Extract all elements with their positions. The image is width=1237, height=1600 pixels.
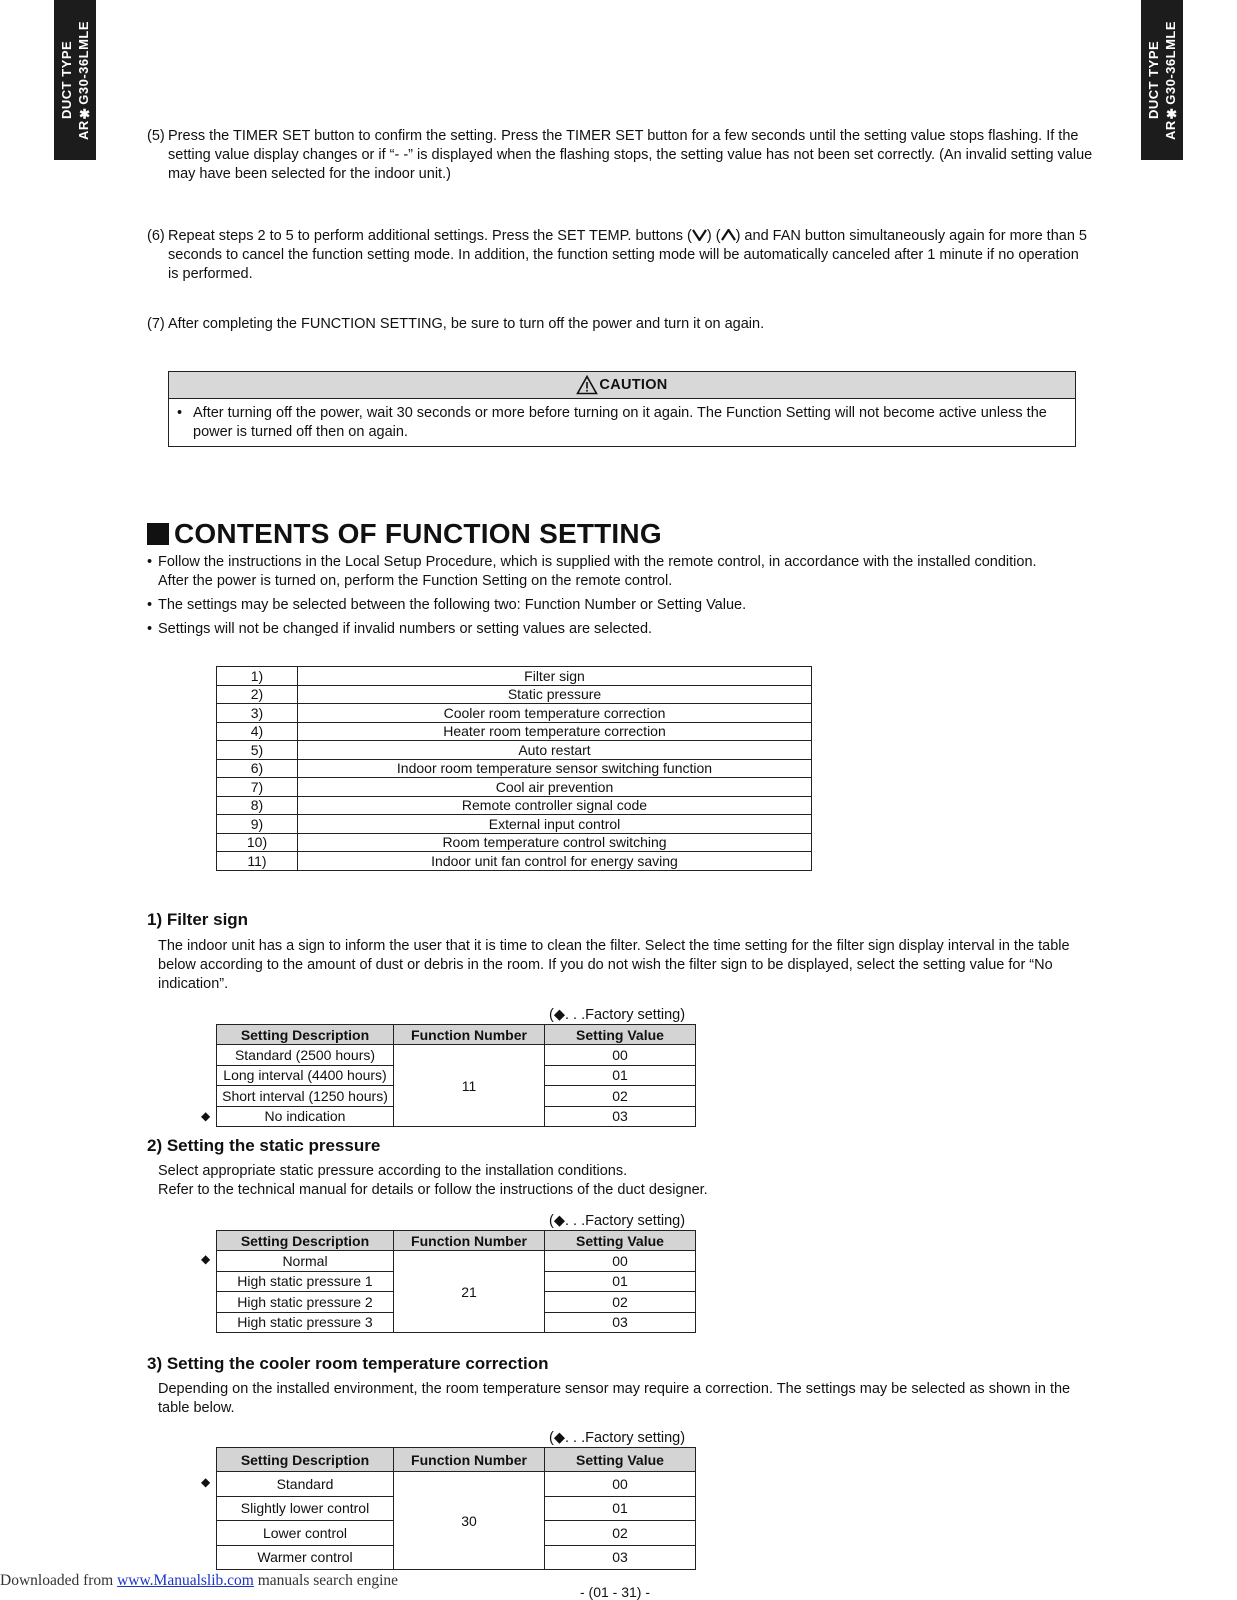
table-row: Short interval (1250 hours) 02 xyxy=(217,1086,696,1107)
static-pressure-table xyxy=(216,1230,696,1333)
table-row: Standard 30 00 xyxy=(217,1472,696,1497)
caution-box xyxy=(168,371,1076,447)
filter-sign-description: The indoor unit has a sign to inform the user that it is time to clean the filter. Select the time setting for the filter sign display interval in the table below according to the amount of dust or debris in the room. If you do not wish the filter sign to be displayed, select the setting value for “No indication”. xyxy=(158,938,1070,992)
download-footer: Downloaded from www.Manualslib.com manuals search engine xyxy=(0,1572,399,1589)
warning-icon xyxy=(576,375,598,395)
step-6 xyxy=(147,227,1093,284)
static-pressure-description: Select appropriate static pressure according to the installation conditions. Refer to the technical manual for details or follow the instructions of the duct designer. xyxy=(158,1163,708,1198)
column-header: Setting Description xyxy=(217,1448,394,1472)
bullet-icon: • xyxy=(147,597,153,613)
step-text: Repeat steps 2 to 5 to perform additional settings. Press the SET TEMP. buttons ( ) ( ) and FAN button simultaneously again for more than 5 seconds to cancel the function setting mode. In addition, the function setting mode will be automatically canceled after 1 minute if no operation is performed. xyxy=(168,228,1087,282)
step-number: (5) xyxy=(147,128,165,144)
step-number: (6) xyxy=(147,228,165,244)
factory-setting-marker: ◆ xyxy=(201,1109,211,1123)
step-number: (7) xyxy=(147,316,165,332)
section-title: CONTENTS OF FUNCTION SETTING xyxy=(147,518,662,550)
factory-setting-note: (◆. . .Factory setting) xyxy=(549,1213,686,1229)
table-header-row xyxy=(217,1448,696,1472)
static-pressure-title: 2) Setting the static pressure xyxy=(147,1136,381,1155)
table-row: High static pressure 2 02 xyxy=(217,1292,696,1313)
table-row: 1) Filter sign xyxy=(217,667,812,686)
table-row: Normal 21 00 xyxy=(217,1251,696,1272)
step-7 xyxy=(147,315,1093,334)
table-row: 9) External input control xyxy=(217,815,812,834)
column-header: Setting Description xyxy=(217,1231,394,1251)
factory-setting-marker: ◆ xyxy=(201,1475,211,1489)
function-number: 30 xyxy=(394,1472,545,1570)
bullet-icon: • xyxy=(177,405,183,421)
table-row: 2) Static pressure xyxy=(217,685,812,704)
bullet-icon: • xyxy=(147,621,153,637)
step-text: After completing the FUNCTION SETTING, be sure to turn off the power and turn it on again. xyxy=(168,316,765,332)
caution-text: After turning off the power, wait 30 seconds or more before turning on it again. The Function Setting will not become active unless the power is turned off then on again. xyxy=(193,405,1047,440)
side-tab-type: DUCT TYPE xyxy=(59,40,74,120)
temp-down-icon xyxy=(692,229,707,241)
table-row: Warmer control 03 xyxy=(217,1545,696,1570)
caution-header xyxy=(169,372,1075,399)
temp-up-icon xyxy=(721,229,736,241)
intro-bullets xyxy=(147,553,1097,644)
table-row: 4) Heater room temperature correction xyxy=(217,722,812,741)
table-row: 11) Indoor unit fan control for energy saving xyxy=(217,852,812,871)
table-row: Long interval (4400 hours) 01 xyxy=(217,1065,696,1086)
side-tab-right xyxy=(1141,0,1183,160)
bullet-item: • Follow the instructions in the Local Setup Procedure, which is supplied with the remote control, in accordance with the installed condition. After the power is turned on, perform the Function Setting on the remote control. xyxy=(147,554,1037,589)
caution-title: CAUTION xyxy=(599,377,668,393)
table-row: No indication 03 xyxy=(217,1106,696,1127)
table-row: Lower control 02 xyxy=(217,1521,696,1546)
column-header: Setting Value xyxy=(545,1025,696,1045)
side-tab-left xyxy=(54,0,96,160)
bullet-item: • The settings may be selected between the following two: Function Number or Setting Value. xyxy=(147,597,747,613)
table-row: 10) Room temperature control switching xyxy=(217,833,812,852)
filter-sign-table xyxy=(216,1024,696,1127)
table-row: High static pressure 1 01 xyxy=(217,1271,696,1292)
side-tab-model: AR✱G30-36LMLE xyxy=(1163,20,1178,140)
table-row: High static pressure 3 03 xyxy=(217,1312,696,1333)
table-row: 3) Cooler room temperature correction xyxy=(217,704,812,723)
table-header-row xyxy=(217,1231,696,1251)
side-tab-model: AR✱G30-36LMLE xyxy=(76,20,91,140)
table-row: Slightly lower control 01 xyxy=(217,1496,696,1521)
manualslib-link[interactable]: www.Manualslib.com xyxy=(117,1572,254,1589)
table-row: Standard (2500 hours) 11 00 xyxy=(217,1045,696,1066)
filter-sign-title: 1) Filter sign xyxy=(147,910,249,929)
function-list-table xyxy=(216,666,812,871)
step-5 xyxy=(147,127,1093,184)
cooler-correction-title: 3) Setting the cooler room temperature correction xyxy=(147,1354,549,1373)
table-row: 6) Indoor room temperature sensor switching function xyxy=(217,759,812,778)
page-number: - (01 - 31) - xyxy=(580,1584,651,1600)
bullet-icon: • xyxy=(147,554,153,570)
factory-setting-note: (◆. . .Factory setting) xyxy=(549,1430,686,1446)
step-text: Press the TIMER SET button to confirm the setting. Press the TIMER SET button for a few seconds until the setting value stops flashing. If the setting value display changes or if “- -” is displayed when the flashing stops, the setting value has not been set correctly. (An invalid setting value may have been selected for the indoor unit.) xyxy=(168,128,1093,182)
table-row: 8) Remote controller signal code xyxy=(217,796,812,815)
column-header: Setting Description xyxy=(217,1025,394,1045)
square-bullet-icon xyxy=(147,523,169,545)
column-header: Setting Value xyxy=(545,1231,696,1251)
function-number: 11 xyxy=(394,1045,545,1127)
cooler-correction-table xyxy=(216,1447,696,1570)
bullet-item: • Settings will not be changed if invalid numbers or setting values are selected. xyxy=(147,621,653,637)
table-row: 7) Cool air prevention xyxy=(217,778,812,797)
column-header: Function Number xyxy=(394,1448,545,1472)
side-tab-type: DUCT TYPE xyxy=(1146,40,1161,120)
caution-body xyxy=(169,399,1075,446)
column-header: Function Number xyxy=(394,1025,545,1045)
column-header: Function Number xyxy=(394,1231,545,1251)
table-header-row xyxy=(217,1025,696,1045)
function-number: 21 xyxy=(394,1251,545,1333)
cooler-correction-description: Depending on the installed environment, the room temperature sensor may require a correction. The settings may be selected as shown in the table below. xyxy=(158,1381,1071,1416)
factory-setting-marker: ◆ xyxy=(201,1252,211,1266)
factory-setting-note: (◆. . .Factory setting) xyxy=(549,1007,686,1023)
column-header: Setting Value xyxy=(545,1448,696,1472)
table-row: 5) Auto restart xyxy=(217,741,812,760)
